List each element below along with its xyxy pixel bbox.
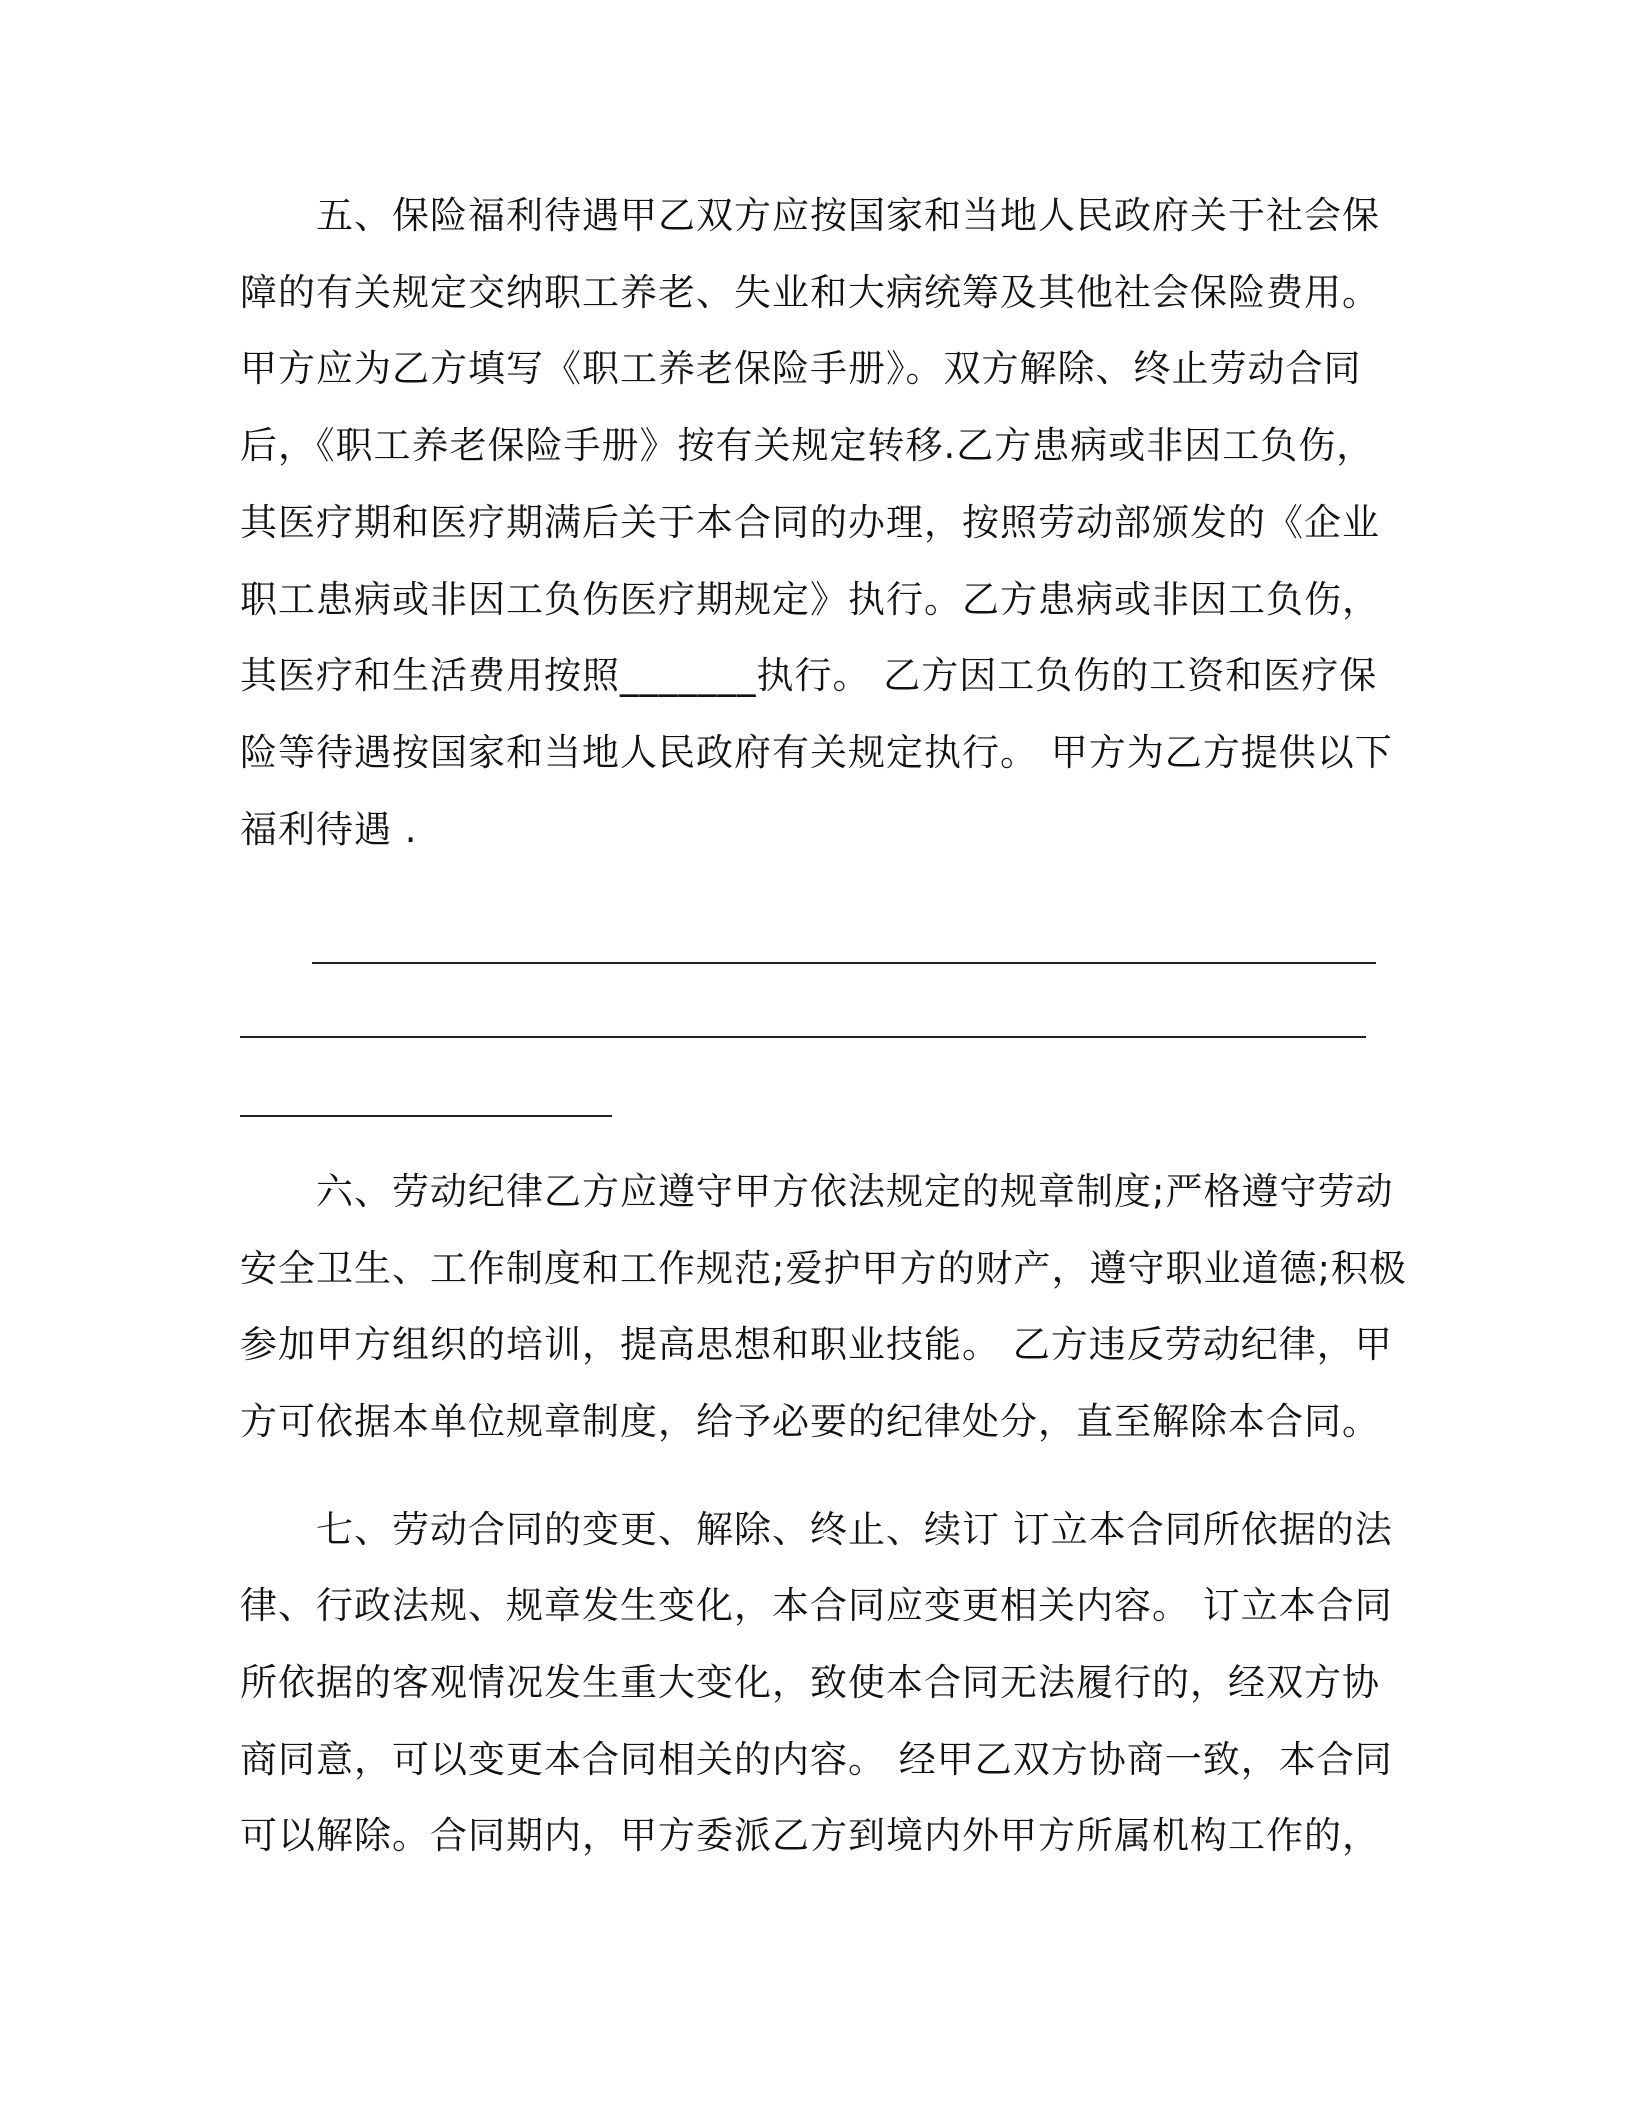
section-6-line-2: 安全卫生、工作制度和工作规范;爱护甲方的财产，遵守职业道德;积极 [240,1247,1407,1290]
blank-line-3 [240,1115,612,1117]
section-5-line-6: 职工患病或非因工负伤医疗期规定》执行。乙方患病或非因工负伤， [240,578,1380,621]
section-5-line-5: 其医疗期和医疗期满后关于本合同的办理，按照劳动部颁发的《企业 [240,501,1380,544]
section-5-line-1: 五、保险福利待遇甲乙双方应按国家和当地人民政府关于社会保 [316,194,1380,237]
section-5-line-7: 其医疗和生活费用按照_______执行。 乙方因工负伤的工资和医疗保 [240,654,1378,697]
section-6-line-3: 参加甲方组织的培训，提高思想和职业技能。 乙方违反劳动纪律，甲 [240,1323,1393,1366]
section-6-line-1: 六、劳动纪律乙方应遵守甲方依法规定的规章制度;严格遵守劳动 [316,1170,1394,1213]
section-7-line-5: 可以解除。合同期内，甲方委派乙方到境内外甲方所属机构工作的， [240,1814,1380,1857]
section-7-line-3: 所依据的客观情况发生重大变化，致使本合同无法履行的，经双方协 [240,1661,1380,1704]
section-5-line-3: 甲方应为乙方填写《职工养老保险手册》。双方解除、终止劳动合同 [240,347,1362,390]
section-5-line-8: 险等待遇按国家和当地人民政府有关规定执行。 甲方为乙方提供以下 [240,731,1393,774]
blank-line-2 [240,1036,1366,1038]
section-5-line-2: 障的有关规定交纳职工养老、失业和大病统筹及其他社会保险费用。 [240,271,1380,314]
section-5-line-9: 福利待遇 . [240,808,418,851]
section-7-line-2: 律、行政法规、规章发生变化，本合同应变更相关内容。 订立本合同 [240,1584,1393,1627]
section-7-line-1: 七、劳动合同的变更、解除、终止、续订 订立本合同所依据的法 [316,1508,1393,1551]
blank-line-1 [312,962,1376,964]
section-6-line-4: 方可依据本单位规章制度，给予必要的纪律处分，直至解除本合同。 [240,1400,1380,1443]
section-5-line-4: 后，《职工养老保险手册》按有关规定转移.乙方患病或非因工负伤， [240,424,1375,467]
section-7-line-4: 商同意，可以变更本合同相关的内容。 经甲乙双方协商一致，本合同 [240,1738,1393,1781]
